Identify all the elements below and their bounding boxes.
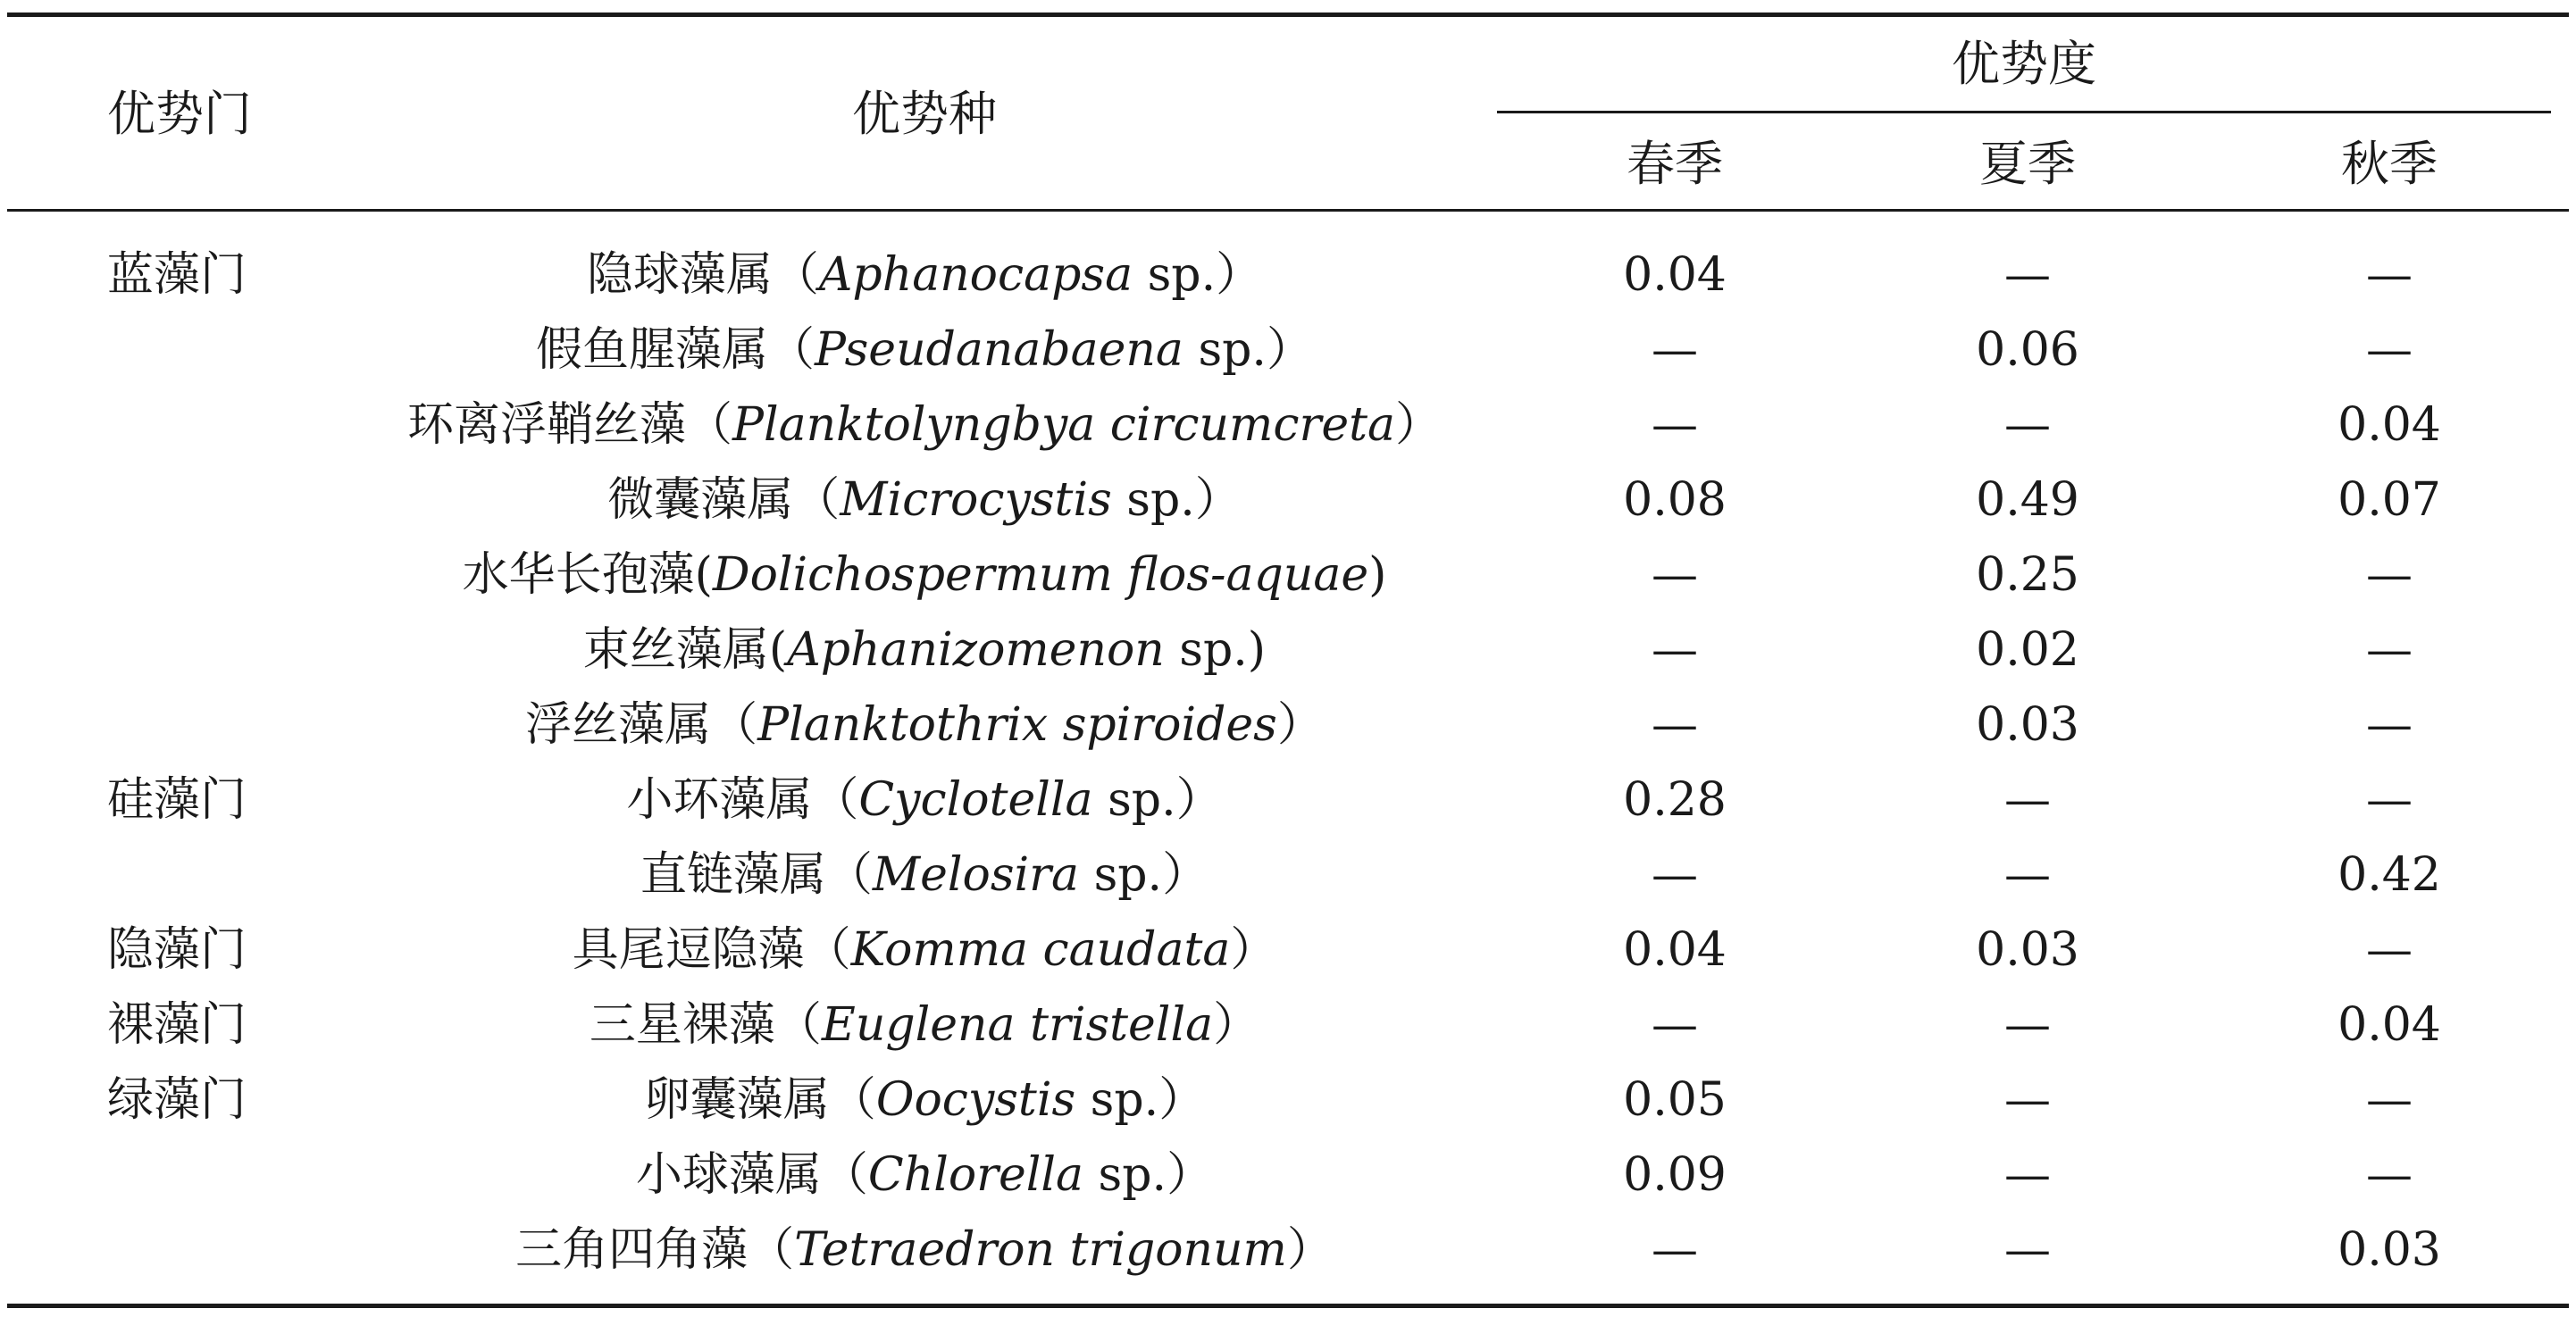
- species-chinese-name: 环离浮鞘丝藻（: [406, 398, 732, 452]
- species-suffix: ）: [1276, 698, 1324, 752]
- species-chinese-name: 浮丝藻属（: [525, 698, 758, 752]
- row-species: [375, 623, 1474, 677]
- row-summer-value: —: [2004, 998, 2051, 1052]
- species-chinese-name: 卵囊藻属（: [643, 1073, 876, 1127]
- row-spring-value: 0.09: [1623, 1148, 1727, 1202]
- header-autumn: 秋季: [2341, 136, 2438, 192]
- row-spring-value: 0.05: [1623, 1073, 1727, 1127]
- species-suffix: sp.): [1164, 623, 1267, 677]
- row-autumn-value: 0.03: [2338, 1223, 2441, 1277]
- header-species: 优势种: [852, 86, 997, 142]
- row-summer-value: 0.03: [1976, 923, 2079, 977]
- species-scientific-name: Microcystis: [840, 473, 1112, 527]
- row-species: [375, 1073, 1474, 1127]
- row-autumn-value: 0.04: [2338, 398, 2441, 452]
- species-chinese-name: 小球藻属（: [635, 1148, 868, 1202]
- row-autumn-value: 0.42: [2338, 848, 2441, 902]
- species-chinese-name: 小环藻属（: [626, 773, 859, 827]
- row-phylum: 绿藻门: [107, 1073, 247, 1127]
- species-chinese-name: 水华长孢藻(: [462, 548, 713, 602]
- row-spring-value: —: [1652, 623, 1698, 677]
- species-chinese-name: 假鱼腥藻属（: [536, 323, 815, 377]
- row-autumn-value: —: [2366, 698, 2413, 752]
- species-scientific-name: Cyclotella: [858, 773, 1093, 827]
- species-suffix: sp.）: [1133, 248, 1263, 302]
- row-spring-value: —: [1652, 548, 1698, 602]
- row-species: [375, 1223, 1474, 1277]
- row-summer-value: 0.06: [1976, 323, 2079, 377]
- row-spring-value: 0.28: [1623, 773, 1727, 827]
- row-summer-value: 0.03: [1976, 698, 2079, 752]
- row-autumn-value: —: [2366, 248, 2413, 302]
- species-scientific-name: Dolichospermum flos-aquae: [712, 548, 1369, 602]
- row-spring-value: —: [1652, 998, 1698, 1052]
- species-chinese-name: 束丝藻属(: [582, 623, 788, 677]
- row-species: [375, 473, 1474, 527]
- species-scientific-name: Pseudanabaena: [815, 323, 1183, 377]
- species-suffix: sp.）: [1079, 848, 1209, 902]
- header-spring: 春季: [1627, 136, 1723, 192]
- species-chinese-name: 直链藻属（: [640, 848, 873, 902]
- row-summer-value: 0.25: [1976, 548, 2079, 602]
- species-suffix: sp.）: [1083, 1148, 1214, 1202]
- header-summer: 夏季: [1979, 136, 2076, 192]
- species-chinese-name: 隐球藻属（: [586, 248, 819, 302]
- species-scientific-name: Komma caudata: [850, 923, 1231, 977]
- row-summer-value: —: [2004, 398, 2051, 452]
- row-summer-value: —: [2004, 1148, 2051, 1202]
- row-phylum: 硅藻门: [107, 773, 247, 827]
- species-suffix: sp.）: [1075, 1073, 1206, 1127]
- row-autumn-value: —: [2366, 323, 2413, 377]
- row-summer-value: —: [2004, 248, 2051, 302]
- species-suffix: sp.）: [1092, 773, 1223, 827]
- row-species: [375, 398, 1474, 452]
- species-scientific-name: Aphanocapsa: [818, 248, 1133, 302]
- header-bottom-rule: [7, 209, 2569, 212]
- species-suffix: ）: [1230, 923, 1277, 977]
- row-species: [375, 923, 1474, 977]
- species-chinese-name: 微囊藻属（: [607, 473, 841, 527]
- row-spring-value: —: [1652, 323, 1698, 377]
- row-species: [375, 773, 1474, 827]
- row-phylum: 蓝藻门: [107, 248, 247, 302]
- row-species: [375, 1148, 1474, 1202]
- row-autumn-value: —: [2366, 548, 2413, 602]
- species-scientific-name: Aphanizomenon: [787, 623, 1165, 677]
- species-scientific-name: Tetraedron trigonum: [794, 1223, 1287, 1277]
- species-suffix: ）: [1213, 998, 1260, 1052]
- row-spring-value: —: [1652, 698, 1698, 752]
- row-summer-value: 0.02: [1976, 623, 2079, 677]
- row-summer-value: —: [2004, 773, 2051, 827]
- header-sub-rule: [1497, 111, 2551, 113]
- row-autumn-value: —: [2366, 1148, 2413, 1202]
- row-autumn-value: —: [2366, 1073, 2413, 1127]
- table-bottom-rule: [7, 1304, 2569, 1308]
- row-spring-value: 0.04: [1623, 923, 1727, 977]
- row-species: [375, 998, 1474, 1052]
- row-species: [375, 248, 1474, 302]
- row-phylum: 裸藻门: [107, 998, 247, 1052]
- species-chinese-name: 三星裸藻（: [589, 998, 822, 1052]
- row-spring-value: —: [1652, 848, 1698, 902]
- row-spring-value: —: [1652, 398, 1698, 452]
- row-autumn-value: —: [2366, 923, 2413, 977]
- species-suffix: ）: [1286, 1223, 1334, 1277]
- header-dominance: 优势度: [1952, 36, 2096, 92]
- species-scientific-name: Melosira: [872, 848, 1080, 902]
- species-suffix: ）: [1395, 398, 1443, 452]
- row-phylum: 隐藻门: [107, 923, 247, 977]
- species-chinese-name: 三角四角藻（: [515, 1223, 795, 1277]
- species-scientific-name: Euglena tristella: [821, 998, 1214, 1052]
- row-autumn-value: —: [2366, 623, 2413, 677]
- row-summer-value: 0.49: [1976, 473, 2079, 527]
- species-scientific-name: Planktothrix spiroides: [757, 698, 1277, 752]
- row-summer-value: —: [2004, 848, 2051, 902]
- row-summer-value: —: [2004, 1073, 2051, 1127]
- row-autumn-value: —: [2366, 773, 2413, 827]
- species-chinese-name: 具尾逗隐藻（: [572, 923, 851, 977]
- species-scientific-name: Planktolyngbya circumcreta: [732, 398, 1395, 452]
- row-species: [375, 848, 1474, 902]
- row-species: [375, 548, 1474, 602]
- header-phylum: 优势门: [107, 86, 252, 142]
- species-suffix: sp.）: [1183, 323, 1313, 377]
- row-spring-value: 0.08: [1623, 473, 1727, 527]
- row-spring-value: 0.04: [1623, 248, 1727, 302]
- species-scientific-name: Oocystis: [875, 1073, 1076, 1127]
- species-suffix: sp.）: [1111, 473, 1242, 527]
- row-species: [375, 698, 1474, 752]
- row-summer-value: —: [2004, 1223, 2051, 1277]
- row-species: [375, 323, 1474, 377]
- row-autumn-value: 0.04: [2338, 998, 2441, 1052]
- species-suffix: ): [1368, 548, 1387, 602]
- row-autumn-value: 0.07: [2338, 473, 2441, 527]
- table-top-rule: [7, 13, 2569, 17]
- row-spring-value: —: [1652, 1223, 1698, 1277]
- species-scientific-name: Chlorella: [867, 1148, 1084, 1202]
